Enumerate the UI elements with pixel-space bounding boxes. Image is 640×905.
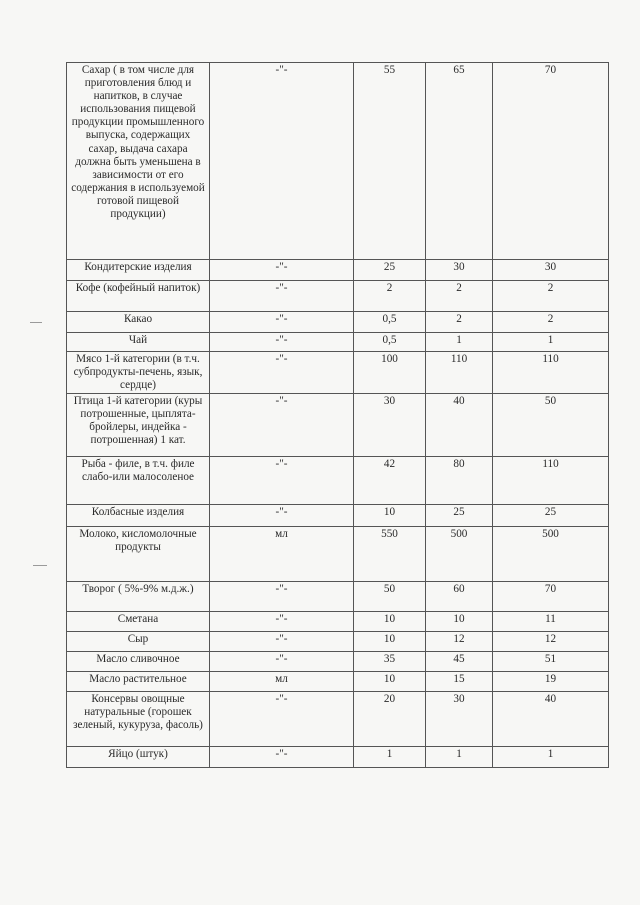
norm-value-cell: 30 (426, 260, 493, 281)
unit-cell: -"- (210, 281, 354, 312)
scan-mark (30, 322, 42, 323)
food-norms-table (66, 62, 609, 768)
product-name-cell: Масло сливочное (67, 652, 210, 672)
table-row (67, 312, 609, 333)
norm-value-cell: 25 (493, 505, 609, 527)
norm-value-cell: 70 (493, 582, 609, 612)
norm-value-cell: 10 (426, 612, 493, 632)
table-row (67, 527, 609, 582)
table-row (67, 260, 609, 281)
norm-value-cell: 15 (426, 672, 493, 692)
norm-value-cell: 50 (354, 582, 426, 612)
norm-value-cell: 500 (426, 527, 493, 582)
table-row (67, 652, 609, 672)
table-row (67, 632, 609, 652)
norm-value-cell: 30 (493, 260, 609, 281)
norm-value-cell: 30 (354, 394, 426, 457)
norm-value-cell: 2 (426, 312, 493, 333)
norm-value-cell: 42 (354, 457, 426, 505)
norm-value-cell: 25 (426, 505, 493, 527)
norm-value-cell: 65 (426, 63, 493, 260)
norm-value-cell: 11 (493, 612, 609, 632)
table-row (67, 672, 609, 692)
unit-cell: -"- (210, 312, 354, 333)
product-name-cell: Сыр (67, 632, 210, 652)
table-row (67, 457, 609, 505)
product-name-cell: Масло растительное (67, 672, 210, 692)
norm-value-cell: 80 (426, 457, 493, 505)
norm-value-cell: 2 (493, 281, 609, 312)
norm-value-cell: 51 (493, 652, 609, 672)
product-name-cell: Чай (67, 333, 210, 352)
norm-value-cell: 550 (354, 527, 426, 582)
norm-value-cell: 110 (493, 352, 609, 394)
unit-cell: -"- (210, 652, 354, 672)
norm-value-cell: 50 (493, 394, 609, 457)
product-name-cell: Кондитерские изделия (67, 260, 210, 281)
norm-value-cell: 60 (426, 582, 493, 612)
product-name-cell: Творог ( 5%-9% м.д.ж.) (67, 582, 210, 612)
unit-cell: -"- (210, 260, 354, 281)
product-name-cell: Сахар ( в том числе для приготовления блюд и напитков, в случае использования пищевой продукции промышленного выпуска, содержащих сахар, выдача сахара должна быть уменьшена в зависимости от его содержания в используемой готовой пищевой продукции) (67, 63, 210, 260)
unit-cell: -"- (210, 582, 354, 612)
table-row (67, 63, 609, 260)
norm-value-cell: 10 (354, 632, 426, 652)
norm-value-cell: 2 (354, 281, 426, 312)
norm-value-cell: 2 (493, 312, 609, 333)
unit-cell: мл (210, 672, 354, 692)
norm-value-cell: 500 (493, 527, 609, 582)
norm-value-cell: 1 (493, 747, 609, 768)
unit-cell: -"- (210, 457, 354, 505)
unit-cell: -"- (210, 692, 354, 747)
norm-value-cell: 1 (493, 333, 609, 352)
norm-value-cell: 110 (493, 457, 609, 505)
norm-value-cell: 1 (426, 747, 493, 768)
scan-mark (33, 565, 47, 566)
norm-value-cell: 12 (426, 632, 493, 652)
norm-value-cell: 10 (354, 612, 426, 632)
table-row (67, 333, 609, 352)
norm-value-cell: 40 (493, 692, 609, 747)
table-row (67, 747, 609, 768)
table-row (67, 281, 609, 312)
unit-cell: -"- (210, 63, 354, 260)
unit-cell: -"- (210, 394, 354, 457)
product-name-cell: Колбасные изделия (67, 505, 210, 527)
norm-value-cell: 70 (493, 63, 609, 260)
table-body (67, 63, 609, 768)
unit-cell: мл (210, 527, 354, 582)
norm-value-cell: 19 (493, 672, 609, 692)
norm-value-cell: 55 (354, 63, 426, 260)
norm-value-cell: 1 (354, 747, 426, 768)
norm-value-cell: 10 (354, 672, 426, 692)
product-name-cell: Молоко, кисломолочные продукты (67, 527, 210, 582)
norm-value-cell: 12 (493, 632, 609, 652)
norm-value-cell: 30 (426, 692, 493, 747)
product-name-cell: Птица 1-й категории (куры потрошенные, цыплята-бройлеры, индейка - потрошенная) 1 кат. (67, 394, 210, 457)
norm-value-cell: 1 (426, 333, 493, 352)
unit-cell: -"- (210, 747, 354, 768)
product-name-cell: Мясо 1-й категории (в т.ч. субпродукты-печень, язык, сердце) (67, 352, 210, 394)
norm-value-cell: 45 (426, 652, 493, 672)
norm-value-cell: 25 (354, 260, 426, 281)
table-row (67, 352, 609, 394)
norm-value-cell: 110 (426, 352, 493, 394)
norm-value-cell: 100 (354, 352, 426, 394)
norm-value-cell: 20 (354, 692, 426, 747)
table-row (67, 612, 609, 632)
table-row (67, 582, 609, 612)
table-row (67, 505, 609, 527)
norm-value-cell: 0,5 (354, 312, 426, 333)
norm-value-cell: 0,5 (354, 333, 426, 352)
norm-value-cell: 2 (426, 281, 493, 312)
product-name-cell: Консервы овощные натуральные (горошек зеленый, кукуруза, фасоль) (67, 692, 210, 747)
norm-value-cell: 35 (354, 652, 426, 672)
product-name-cell: Рыба - филе, в т.ч. филе слабо-или малосоленое (67, 457, 210, 505)
product-name-cell: Кофе (кофейный напиток) (67, 281, 210, 312)
unit-cell: -"- (210, 612, 354, 632)
product-name-cell: Сметана (67, 612, 210, 632)
norm-value-cell: 10 (354, 505, 426, 527)
unit-cell: -"- (210, 632, 354, 652)
unit-cell: -"- (210, 505, 354, 527)
unit-cell: -"- (210, 352, 354, 394)
unit-cell: -"- (210, 333, 354, 352)
product-name-cell: Яйцо (штук) (67, 747, 210, 768)
norm-value-cell: 40 (426, 394, 493, 457)
table-row (67, 394, 609, 457)
table-row (67, 692, 609, 747)
product-name-cell: Какао (67, 312, 210, 333)
